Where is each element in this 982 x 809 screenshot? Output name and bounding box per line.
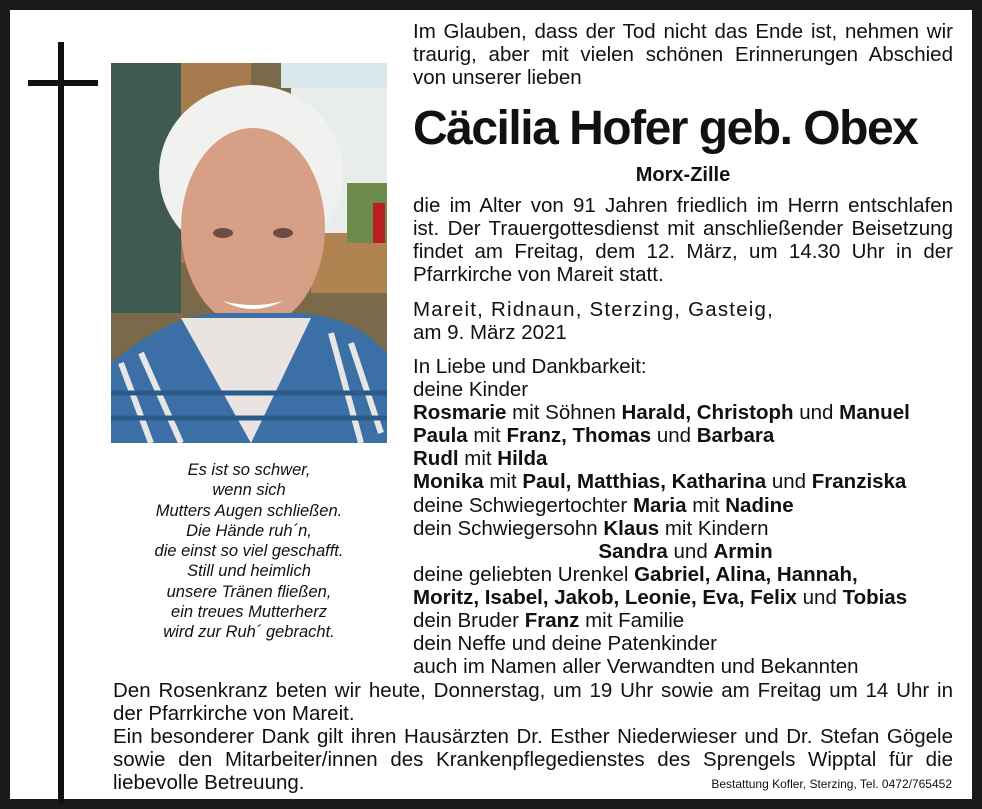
- family-row: Rosmarie mit Söhnen Harald, Christoph und Manuel: [413, 401, 910, 425]
- family-row: Paula mit Franz, Thomas und Barbara: [413, 424, 775, 448]
- family-row: deine Schwiegertochter Maria mit Nadine: [413, 493, 794, 517]
- poem-line: Still und heimlich: [187, 562, 311, 581]
- poem-line: ein treues Mutterherz: [171, 603, 327, 622]
- intro-text: Im Glauben, dass der Tod nicht das Ende ist, nehmen wir traurig, aber mit vielen schönen Erinnerungen Abschied von unserer lieben: [413, 20, 953, 89]
- deceased-name: Cäcilia Hofer geb. Obex: [413, 102, 918, 155]
- family-row: auch im Namen aller Verwandten und Bekannten: [413, 655, 859, 679]
- family-list: [413, 355, 958, 678]
- date-line: am 9. März 2021: [413, 321, 567, 344]
- poem-line: die einst so viel geschafft.: [154, 542, 344, 561]
- family-header: In Liebe und Dankbarkeit:: [413, 355, 647, 378]
- family-row: Moritz, Isabel, Jakob, Leonie, Eva, Felix und Tobias: [413, 585, 908, 609]
- rosary-text: Den Rosenkranz beten wir heute, Donnerstag, um 19 Uhr sowie am Freitag um 14 Uhr in der Pfarrkirche von Mareit.: [113, 679, 953, 725]
- portrait-photo: [111, 63, 387, 443]
- family-row: dein Schwiegersohn Klaus mit Kindern: [413, 516, 769, 540]
- poem: [111, 460, 387, 643]
- poem-line: Die Hände ruh´n,: [186, 521, 312, 540]
- family-row: Rudl mit Hilda: [413, 447, 548, 471]
- family-row: dein Neffe und deine Patenkinder: [413, 632, 717, 656]
- death-notice: die im Alter von 91 Jahren friedlich im Herrn entschlafen ist. Der Trauergottesdienst mit anschließender Beisetzung findet am Freitag, dem 12. März, um 14.30 Uhr in der Pfarrkirche von Mareit statt.: [413, 194, 953, 286]
- family-row: dein Bruder Franz mit Familie: [413, 609, 685, 633]
- family-row: deine geliebten Urenkel Gabriel, Alina, Hannah,: [413, 562, 858, 586]
- place-date: [413, 298, 953, 344]
- poem-line: wenn sich: [212, 481, 286, 500]
- family-row: Sandra und Armin: [598, 539, 773, 563]
- funeral-home-credit: Bestattung Kofler, Sterzing, Tel. 0472/765452: [711, 777, 952, 791]
- poem-line: unsere Tränen fließen,: [166, 582, 332, 601]
- poem-line: wird zur Ruh´ gebracht.: [163, 623, 335, 642]
- family-row: Monika mit Paul, Matthias, Katharina und Franziska: [413, 470, 907, 494]
- nickname: Morx-Zille: [635, 164, 731, 186]
- cross-icon: [58, 42, 64, 804]
- thanks-text: Ein besonderer Dank gilt ihren Hausärzten Dr. Esther Niederwieser und Dr. Stefan Gögele sowie den Mitarbeiter/innen des Krankenpflegedienstes des Sprengels Wipptal für die liebevolle Betreuung.: [113, 725, 953, 794]
- poem-line: Es ist so schwer,: [187, 461, 311, 479]
- children-label: deine Kinder: [413, 378, 529, 402]
- cross-icon-bar: [28, 80, 98, 86]
- poem-line: Mutters Augen schließen.: [155, 501, 343, 520]
- place-line: Mareit, Ridnaun, Sterzing, Gasteig,: [413, 298, 775, 321]
